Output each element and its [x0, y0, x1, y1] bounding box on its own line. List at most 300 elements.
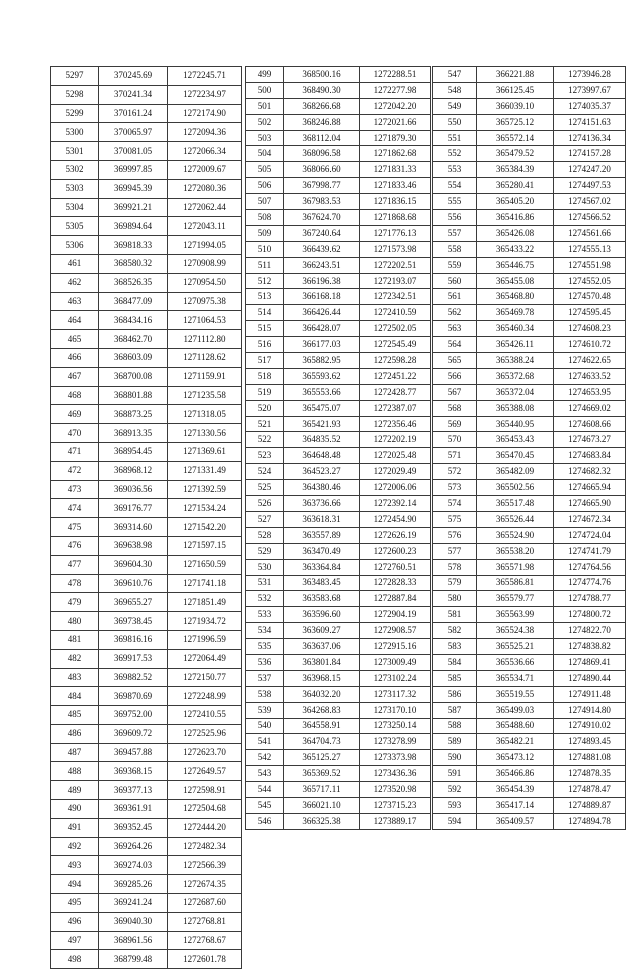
table-row — [51, 461, 242, 480]
y-coordinate-cell: 1272193.07 — [360, 273, 431, 289]
y-coordinate-cell: 1274035.37 — [554, 98, 626, 114]
y-coordinate-cell: 1272649.57 — [168, 762, 242, 781]
x-coordinate-cell: 366428.07 — [284, 321, 360, 337]
point-number-cell: 544 — [246, 782, 284, 798]
point-number-cell: 5299 — [51, 104, 99, 123]
point-number-cell: 527 — [246, 511, 284, 527]
y-coordinate-cell: 1272021.66 — [360, 114, 431, 130]
x-coordinate-cell: 365426.08 — [477, 225, 554, 241]
table-row — [246, 766, 431, 782]
point-number-cell: 533 — [246, 607, 284, 623]
table-row — [433, 543, 626, 559]
y-coordinate-cell: 1271573.98 — [360, 241, 431, 257]
y-coordinate-cell: 1274247.20 — [554, 162, 626, 178]
point-number-cell: 568 — [433, 400, 477, 416]
y-coordinate-cell: 1272277.98 — [360, 82, 431, 98]
table-row — [246, 464, 431, 480]
y-coordinate-cell: 1274608.23 — [554, 321, 626, 337]
coordinate-table-3 — [432, 66, 626, 830]
x-coordinate-cell: 363483.45 — [284, 575, 360, 591]
y-coordinate-cell: 1273373.98 — [360, 750, 431, 766]
y-coordinate-cell: 1271330.56 — [168, 424, 242, 443]
y-coordinate-cell: 1274764.56 — [554, 559, 626, 575]
x-coordinate-cell: 368112.04 — [284, 130, 360, 146]
table-row — [246, 511, 431, 527]
table-row — [51, 236, 242, 255]
y-coordinate-cell: 1272454.90 — [360, 511, 431, 527]
table-body — [246, 67, 431, 830]
point-number-cell: 468 — [51, 386, 99, 405]
y-coordinate-cell: 1274672.34 — [554, 511, 626, 527]
y-coordinate-cell: 1272248.99 — [168, 687, 242, 706]
table-row — [433, 607, 626, 623]
table-row — [433, 591, 626, 607]
y-coordinate-cell: 1271112.80 — [168, 330, 242, 349]
table-row — [51, 856, 242, 875]
x-coordinate-cell: 368434.16 — [99, 311, 168, 330]
y-coordinate-cell: 1274683.84 — [554, 448, 626, 464]
x-coordinate-cell: 365405.20 — [477, 194, 554, 210]
x-coordinate-cell: 368500.16 — [284, 67, 360, 83]
point-number-cell: 554 — [433, 178, 477, 194]
x-coordinate-cell: 365725.12 — [477, 114, 554, 130]
x-coordinate-cell: 364268.83 — [284, 702, 360, 718]
point-number-cell: 526 — [246, 496, 284, 512]
x-coordinate-cell: 365479.52 — [477, 146, 554, 162]
x-coordinate-cell: 365563.99 — [477, 607, 554, 623]
y-coordinate-cell: 1274682.32 — [554, 464, 626, 480]
point-number-cell: 507 — [246, 194, 284, 210]
table-row — [51, 104, 242, 123]
table-row — [433, 225, 626, 241]
point-number-cell: 588 — [433, 718, 477, 734]
point-number-cell: 483 — [51, 668, 99, 687]
y-coordinate-cell: 1271318.05 — [168, 405, 242, 424]
table-row — [246, 400, 431, 416]
y-coordinate-cell: 1272600.23 — [360, 543, 431, 559]
x-coordinate-cell: 365426.11 — [477, 337, 554, 353]
y-coordinate-cell: 1270908.99 — [168, 254, 242, 273]
table-row — [246, 273, 431, 289]
x-coordinate-cell: 365499.03 — [477, 702, 554, 718]
point-number-cell: 465 — [51, 330, 99, 349]
point-number-cell: 524 — [246, 464, 284, 480]
y-coordinate-cell: 1272828.33 — [360, 575, 431, 591]
x-coordinate-cell: 369274.03 — [99, 856, 168, 875]
y-coordinate-cell: 1272904.19 — [360, 607, 431, 623]
y-coordinate-cell: 1274561.66 — [554, 225, 626, 241]
table-row — [51, 499, 242, 518]
y-coordinate-cell: 1272356.46 — [360, 416, 431, 432]
x-coordinate-cell: 365372.68 — [477, 368, 554, 384]
table-row — [51, 292, 242, 311]
x-coordinate-cell: 365488.60 — [477, 718, 554, 734]
x-coordinate-cell: 369882.52 — [99, 668, 168, 687]
table-row — [433, 575, 626, 591]
x-coordinate-cell: 368462.70 — [99, 330, 168, 349]
x-coordinate-cell: 365519.55 — [477, 686, 554, 702]
table-row — [51, 818, 242, 837]
x-coordinate-cell: 369368.15 — [99, 762, 168, 781]
x-coordinate-cell: 365453.43 — [477, 432, 554, 448]
x-coordinate-cell: 369036.56 — [99, 480, 168, 499]
x-coordinate-cell: 368490.30 — [284, 82, 360, 98]
x-coordinate-cell: 365454.39 — [477, 782, 554, 798]
table-row — [51, 875, 242, 894]
x-coordinate-cell: 363583.68 — [284, 591, 360, 607]
point-number-cell: 542 — [246, 750, 284, 766]
table-row — [433, 448, 626, 464]
point-number-cell: 558 — [433, 241, 477, 257]
table-row — [433, 416, 626, 432]
x-coordinate-cell: 366243.51 — [284, 257, 360, 273]
x-coordinate-cell: 365466.86 — [477, 766, 554, 782]
table-row — [433, 257, 626, 273]
point-number-cell: 515 — [246, 321, 284, 337]
table-row — [433, 496, 626, 512]
y-coordinate-cell: 1271862.68 — [360, 146, 431, 162]
table-row — [433, 654, 626, 670]
point-number-cell: 492 — [51, 837, 99, 856]
table-row — [246, 480, 431, 496]
y-coordinate-cell: 1271776.13 — [360, 225, 431, 241]
point-number-cell: 537 — [246, 670, 284, 686]
x-coordinate-cell: 363736.66 — [284, 496, 360, 512]
point-number-cell: 5306 — [51, 236, 99, 255]
table-row — [433, 623, 626, 639]
x-coordinate-cell: 368961.56 — [99, 931, 168, 950]
table-row — [51, 518, 242, 537]
y-coordinate-cell: 1272342.51 — [360, 289, 431, 305]
x-coordinate-cell: 365524.38 — [477, 623, 554, 639]
table-row — [433, 559, 626, 575]
x-coordinate-cell: 370065.97 — [99, 123, 168, 142]
y-coordinate-cell: 1274774.76 — [554, 575, 626, 591]
point-number-cell: 560 — [433, 273, 477, 289]
x-coordinate-cell: 363609.27 — [284, 623, 360, 639]
table-body — [433, 67, 626, 830]
table-row — [433, 241, 626, 257]
point-number-cell: 590 — [433, 750, 477, 766]
x-coordinate-cell: 364032.20 — [284, 686, 360, 702]
table-row — [433, 194, 626, 210]
y-coordinate-cell: 1273997.67 — [554, 82, 626, 98]
table-row — [51, 254, 242, 273]
point-number-cell: 530 — [246, 559, 284, 575]
table-row — [433, 400, 626, 416]
table-row — [51, 198, 242, 217]
y-coordinate-cell: 1274869.41 — [554, 654, 626, 670]
x-coordinate-cell: 365553.66 — [284, 384, 360, 400]
y-coordinate-cell: 1272202.51 — [360, 257, 431, 273]
table-row — [433, 82, 626, 98]
table-row — [433, 98, 626, 114]
point-number-cell: 548 — [433, 82, 477, 98]
x-coordinate-cell: 369457.88 — [99, 743, 168, 762]
point-number-cell: 5298 — [51, 85, 99, 104]
x-coordinate-cell: 368603.09 — [99, 348, 168, 367]
table-row — [246, 114, 431, 130]
table-row — [246, 813, 431, 829]
table-row — [433, 353, 626, 369]
y-coordinate-cell: 1272410.59 — [360, 305, 431, 321]
table-row — [246, 210, 431, 226]
point-number-cell: 493 — [51, 856, 99, 875]
table-row — [433, 146, 626, 162]
x-coordinate-cell: 365517.48 — [477, 496, 554, 512]
y-coordinate-cell: 1273889.17 — [360, 813, 431, 829]
table-row — [246, 146, 431, 162]
x-coordinate-cell: 369040.30 — [99, 912, 168, 931]
y-coordinate-cell: 1272674.35 — [168, 875, 242, 894]
table-row — [246, 432, 431, 448]
y-coordinate-cell: 1273520.98 — [360, 782, 431, 798]
x-coordinate-cell: 365586.81 — [477, 575, 554, 591]
point-number-cell: 514 — [246, 305, 284, 321]
x-coordinate-cell: 369870.69 — [99, 687, 168, 706]
point-number-cell: 510 — [246, 241, 284, 257]
y-coordinate-cell: 1272202.19 — [360, 432, 431, 448]
x-coordinate-cell: 367998.77 — [284, 178, 360, 194]
table-row — [51, 273, 242, 292]
x-coordinate-cell: 363557.89 — [284, 527, 360, 543]
point-number-cell: 522 — [246, 432, 284, 448]
y-coordinate-cell: 1272387.07 — [360, 400, 431, 416]
point-number-cell: 471 — [51, 442, 99, 461]
point-number-cell: 575 — [433, 511, 477, 527]
y-coordinate-cell: 1274610.72 — [554, 337, 626, 353]
point-number-cell: 543 — [246, 766, 284, 782]
table-row — [51, 612, 242, 631]
point-number-cell: 487 — [51, 743, 99, 762]
point-number-cell: 489 — [51, 781, 99, 800]
point-number-cell: 539 — [246, 702, 284, 718]
point-number-cell: 523 — [246, 448, 284, 464]
point-number-cell: 479 — [51, 593, 99, 612]
x-coordinate-cell: 365460.34 — [477, 321, 554, 337]
x-coordinate-cell: 365526.44 — [477, 511, 554, 527]
x-coordinate-cell: 369285.26 — [99, 875, 168, 894]
y-coordinate-cell: 1274788.77 — [554, 591, 626, 607]
point-number-cell: 508 — [246, 210, 284, 226]
x-coordinate-cell: 365534.71 — [477, 670, 554, 686]
x-coordinate-cell: 369610.76 — [99, 574, 168, 593]
x-coordinate-cell: 368246.88 — [284, 114, 360, 130]
x-coordinate-cell: 365409.57 — [477, 813, 554, 829]
point-number-cell: 476 — [51, 536, 99, 555]
x-coordinate-cell: 363968.15 — [284, 670, 360, 686]
y-coordinate-cell: 1272482.34 — [168, 837, 242, 856]
y-coordinate-cell: 1274595.45 — [554, 305, 626, 321]
point-number-cell: 577 — [433, 543, 477, 559]
x-coordinate-cell: 364704.73 — [284, 734, 360, 750]
point-number-cell: 506 — [246, 178, 284, 194]
y-coordinate-cell: 1272504.68 — [168, 800, 242, 819]
y-coordinate-cell: 1274890.44 — [554, 670, 626, 686]
y-coordinate-cell: 1274889.87 — [554, 797, 626, 813]
point-number-cell: 467 — [51, 367, 99, 386]
x-coordinate-cell: 364835.52 — [284, 432, 360, 448]
y-coordinate-cell: 1272174.90 — [168, 104, 242, 123]
x-coordinate-cell: 369738.45 — [99, 612, 168, 631]
table-row — [246, 543, 431, 559]
table-row — [246, 734, 431, 750]
x-coordinate-cell: 366039.10 — [477, 98, 554, 114]
point-number-cell: 462 — [51, 273, 99, 292]
x-coordinate-cell: 369921.21 — [99, 198, 168, 217]
table-row — [433, 686, 626, 702]
y-coordinate-cell: 1273170.10 — [360, 702, 431, 718]
y-coordinate-cell: 1274881.08 — [554, 750, 626, 766]
table-row — [433, 368, 626, 384]
x-coordinate-cell: 369638.98 — [99, 536, 168, 555]
table-row — [51, 330, 242, 349]
table-row — [246, 702, 431, 718]
table-row — [246, 305, 431, 321]
y-coordinate-cell: 1274673.27 — [554, 432, 626, 448]
x-coordinate-cell: 365440.95 — [477, 416, 554, 432]
table-row — [51, 405, 242, 424]
y-coordinate-cell: 1272525.96 — [168, 724, 242, 743]
y-coordinate-cell: 1271542.20 — [168, 518, 242, 537]
y-coordinate-cell: 1271868.68 — [360, 210, 431, 226]
table-row — [433, 114, 626, 130]
table-row — [433, 337, 626, 353]
point-number-cell: 525 — [246, 480, 284, 496]
point-number-cell: 512 — [246, 273, 284, 289]
point-number-cell: 547 — [433, 67, 477, 83]
y-coordinate-cell: 1273117.32 — [360, 686, 431, 702]
table-row — [246, 782, 431, 798]
x-coordinate-cell: 363801.84 — [284, 654, 360, 670]
x-coordinate-cell: 368873.25 — [99, 405, 168, 424]
point-number-cell: 5305 — [51, 217, 99, 236]
point-number-cell: 472 — [51, 461, 99, 480]
table-row — [51, 762, 242, 781]
table-row — [246, 337, 431, 353]
point-number-cell: 561 — [433, 289, 477, 305]
x-coordinate-cell: 365536.66 — [477, 654, 554, 670]
y-coordinate-cell: 1271331.49 — [168, 461, 242, 480]
point-number-cell: 491 — [51, 818, 99, 837]
x-coordinate-cell: 365280.41 — [477, 178, 554, 194]
y-coordinate-cell: 1272601.78 — [168, 950, 242, 969]
y-coordinate-cell: 1272006.06 — [360, 480, 431, 496]
table-row — [433, 384, 626, 400]
point-number-cell: 5300 — [51, 123, 99, 142]
point-number-cell: 485 — [51, 706, 99, 725]
y-coordinate-cell: 1273009.49 — [360, 654, 431, 670]
table-row — [51, 931, 242, 950]
y-coordinate-cell: 1270975.38 — [168, 292, 242, 311]
point-number-cell: 521 — [246, 416, 284, 432]
y-coordinate-cell: 1272066.34 — [168, 142, 242, 161]
x-coordinate-cell: 365502.56 — [477, 480, 554, 496]
table-row — [246, 670, 431, 686]
x-coordinate-cell: 366177.03 — [284, 337, 360, 353]
point-number-cell: 580 — [433, 591, 477, 607]
table-row — [433, 480, 626, 496]
point-number-cell: 576 — [433, 527, 477, 543]
point-number-cell: 464 — [51, 311, 99, 330]
x-coordinate-cell: 365416.86 — [477, 210, 554, 226]
point-number-cell: 546 — [246, 813, 284, 829]
y-coordinate-cell: 1274570.48 — [554, 289, 626, 305]
table-row — [51, 781, 242, 800]
y-coordinate-cell: 1274566.52 — [554, 210, 626, 226]
point-number-cell: 466 — [51, 348, 99, 367]
point-number-cell: 516 — [246, 337, 284, 353]
y-coordinate-cell: 1272502.05 — [360, 321, 431, 337]
y-coordinate-cell: 1274136.34 — [554, 130, 626, 146]
x-coordinate-cell: 368096.58 — [284, 146, 360, 162]
y-coordinate-cell: 1271879.30 — [360, 130, 431, 146]
x-coordinate-cell: 369604.30 — [99, 555, 168, 574]
y-coordinate-cell: 1274633.52 — [554, 368, 626, 384]
table-row — [246, 321, 431, 337]
table-row — [51, 630, 242, 649]
y-coordinate-cell: 1271996.59 — [168, 630, 242, 649]
point-number-cell: 571 — [433, 448, 477, 464]
point-number-cell: 585 — [433, 670, 477, 686]
point-number-cell: 573 — [433, 480, 477, 496]
point-number-cell: 513 — [246, 289, 284, 305]
y-coordinate-cell: 1274724.04 — [554, 527, 626, 543]
x-coordinate-cell: 365433.22 — [477, 241, 554, 257]
point-number-cell: 582 — [433, 623, 477, 639]
y-coordinate-cell: 1272887.84 — [360, 591, 431, 607]
x-coordinate-cell: 365446.75 — [477, 257, 554, 273]
table-row — [433, 782, 626, 798]
table-row — [51, 593, 242, 612]
table-row — [433, 130, 626, 146]
point-number-cell: 562 — [433, 305, 477, 321]
point-number-cell: 5304 — [51, 198, 99, 217]
y-coordinate-cell: 1272545.49 — [360, 337, 431, 353]
point-number-cell: 488 — [51, 762, 99, 781]
table-row — [433, 718, 626, 734]
point-number-cell: 481 — [51, 630, 99, 649]
y-coordinate-cell: 1271369.61 — [168, 442, 242, 461]
table-row — [433, 464, 626, 480]
table-row — [51, 724, 242, 743]
point-number-cell: 501 — [246, 98, 284, 114]
point-number-cell: 592 — [433, 782, 477, 798]
x-coordinate-cell: 365469.78 — [477, 305, 554, 321]
table-row — [246, 559, 431, 575]
y-coordinate-cell: 1274151.63 — [554, 114, 626, 130]
y-coordinate-cell: 1274665.94 — [554, 480, 626, 496]
y-coordinate-cell: 1272598.28 — [360, 353, 431, 369]
table-row — [51, 123, 242, 142]
point-number-cell: 500 — [246, 82, 284, 98]
table-row — [433, 797, 626, 813]
point-number-cell: 591 — [433, 766, 477, 782]
table-row — [433, 289, 626, 305]
table-row — [433, 162, 626, 178]
x-coordinate-cell: 370161.24 — [99, 104, 168, 123]
y-coordinate-cell: 1274669.02 — [554, 400, 626, 416]
point-number-cell: 551 — [433, 130, 477, 146]
x-coordinate-cell: 363596.60 — [284, 607, 360, 623]
y-coordinate-cell: 1272029.49 — [360, 464, 431, 480]
point-number-cell: 495 — [51, 894, 99, 913]
y-coordinate-cell: 1274741.79 — [554, 543, 626, 559]
y-coordinate-cell: 1274910.02 — [554, 718, 626, 734]
table-row — [246, 178, 431, 194]
table-row — [433, 670, 626, 686]
x-coordinate-cell: 369655.27 — [99, 593, 168, 612]
